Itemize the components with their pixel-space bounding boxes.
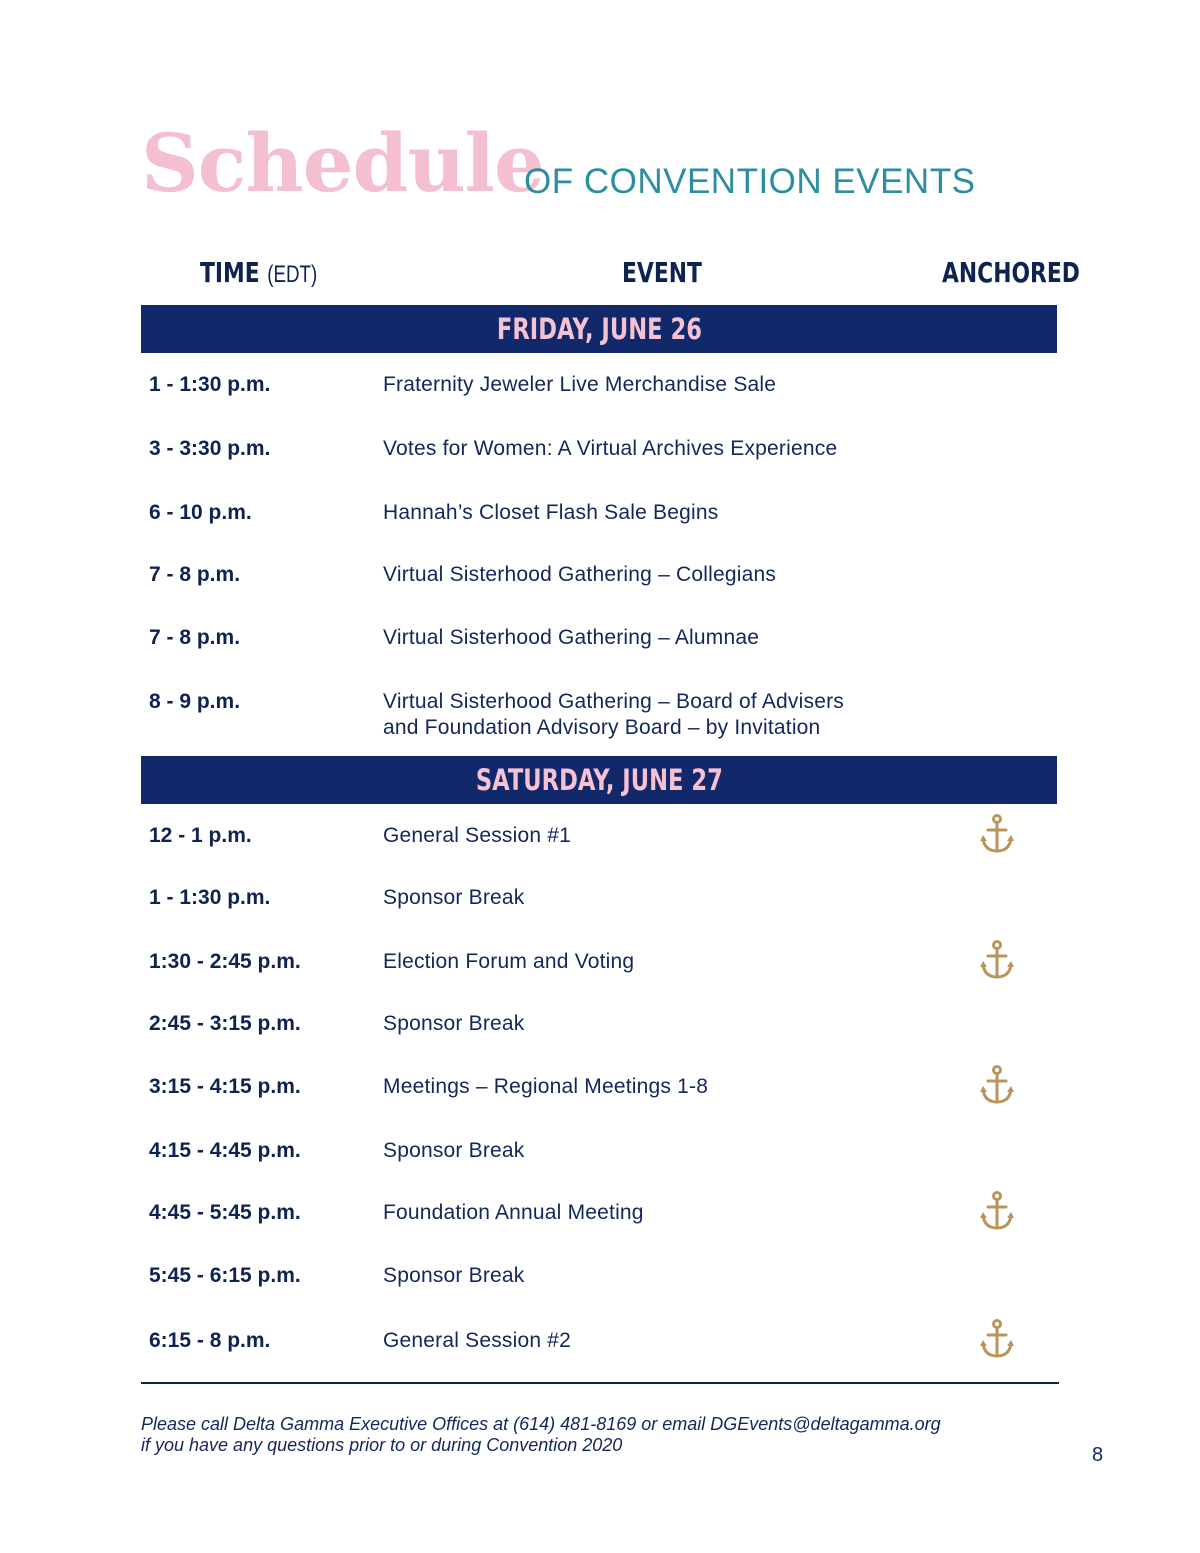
row-time: 7 - 8 p.m. xyxy=(149,563,241,586)
day-header-text: FRIDAY, JUNE 26 xyxy=(496,312,702,346)
day-header-label xyxy=(141,756,1057,804)
row-event: General Session #1 xyxy=(383,824,572,847)
row-event: Virtual Sisterhood Gathering – Alumnae xyxy=(383,626,760,649)
title-subtitle: OF CONVENTION EVENTS xyxy=(524,162,976,201)
footer-note xyxy=(141,1414,1061,1456)
row-time: 6 - 10 p.m. xyxy=(149,501,252,524)
row-time: 8 - 9 p.m. xyxy=(149,690,241,713)
day-header-text: SATURDAY, JUNE 27 xyxy=(475,763,723,797)
column-header-time-zone: (EDT) xyxy=(267,261,318,288)
row-event: Sponsor Break xyxy=(383,1012,525,1035)
row-time: 7 - 8 p.m. xyxy=(149,626,241,649)
anchor-icon xyxy=(977,939,1017,983)
row-time: 6:15 - 8 p.m. xyxy=(149,1329,271,1352)
row-time: 1:30 - 2:45 p.m. xyxy=(149,950,301,973)
title-main: Schedule xyxy=(141,116,544,210)
column-header-anchored: ANCHORED xyxy=(942,256,1080,289)
anchor-icon xyxy=(977,1318,1017,1362)
anchor-icon xyxy=(977,1064,1017,1108)
row-event: Votes for Women: A Virtual Archives Experience xyxy=(383,437,838,460)
row-time: 5:45 - 6:15 p.m. xyxy=(149,1264,301,1287)
row-time: 4:45 - 5:45 p.m. xyxy=(149,1201,301,1224)
row-event: General Session #2 xyxy=(383,1329,572,1352)
row-time: 4:15 - 4:45 p.m. xyxy=(149,1139,301,1162)
column-header-event: EVENT xyxy=(622,256,702,289)
row-event: Foundation Annual Meeting xyxy=(383,1201,644,1224)
row-event: Fraternity Jeweler Live Merchandise Sale xyxy=(383,373,777,396)
row-time: 3:15 - 4:15 p.m. xyxy=(149,1075,301,1098)
row-event: Meetings – Regional Meetings 1-8 xyxy=(383,1075,709,1098)
column-header-time xyxy=(200,256,317,296)
page-number: 8 xyxy=(1092,1444,1104,1466)
day-header-label xyxy=(141,305,1057,353)
day-header-bar xyxy=(141,756,1057,804)
row-time: 3 - 3:30 p.m. xyxy=(149,437,271,460)
row-event: Sponsor Break xyxy=(383,1264,525,1287)
day-header-bar xyxy=(141,305,1057,353)
row-event: Sponsor Break xyxy=(383,886,525,909)
footer-divider xyxy=(141,1382,1059,1384)
column-header-time-label: TIME xyxy=(200,256,260,289)
row-time: 1 - 1:30 p.m. xyxy=(149,373,271,396)
page-title xyxy=(141,118,1041,218)
footer-line-1: Please call Delta Gamma Executive Offices at (614) 481-8169 or email DGEvents@deltagamma.org xyxy=(141,1414,941,1434)
row-time: 2:45 - 3:15 p.m. xyxy=(149,1012,301,1035)
anchor-icon xyxy=(977,813,1017,857)
row-event: Virtual Sisterhood Gathering – Board of Advisers and Foundation Advisory Board – by Invitation xyxy=(383,690,844,739)
row-time: 1 - 1:30 p.m. xyxy=(149,886,271,909)
footer-line-2: if you have any questions prior to or during Convention 2020 xyxy=(141,1435,623,1455)
row-event: Hannah’s Closet Flash Sale Begins xyxy=(383,501,719,524)
row-time: 12 - 1 p.m. xyxy=(149,824,252,847)
row-event: Virtual Sisterhood Gathering – Collegians xyxy=(383,563,777,586)
anchor-icon xyxy=(977,1190,1017,1234)
row-event: Sponsor Break xyxy=(383,1139,525,1162)
row-event: Election Forum and Voting xyxy=(383,950,635,973)
